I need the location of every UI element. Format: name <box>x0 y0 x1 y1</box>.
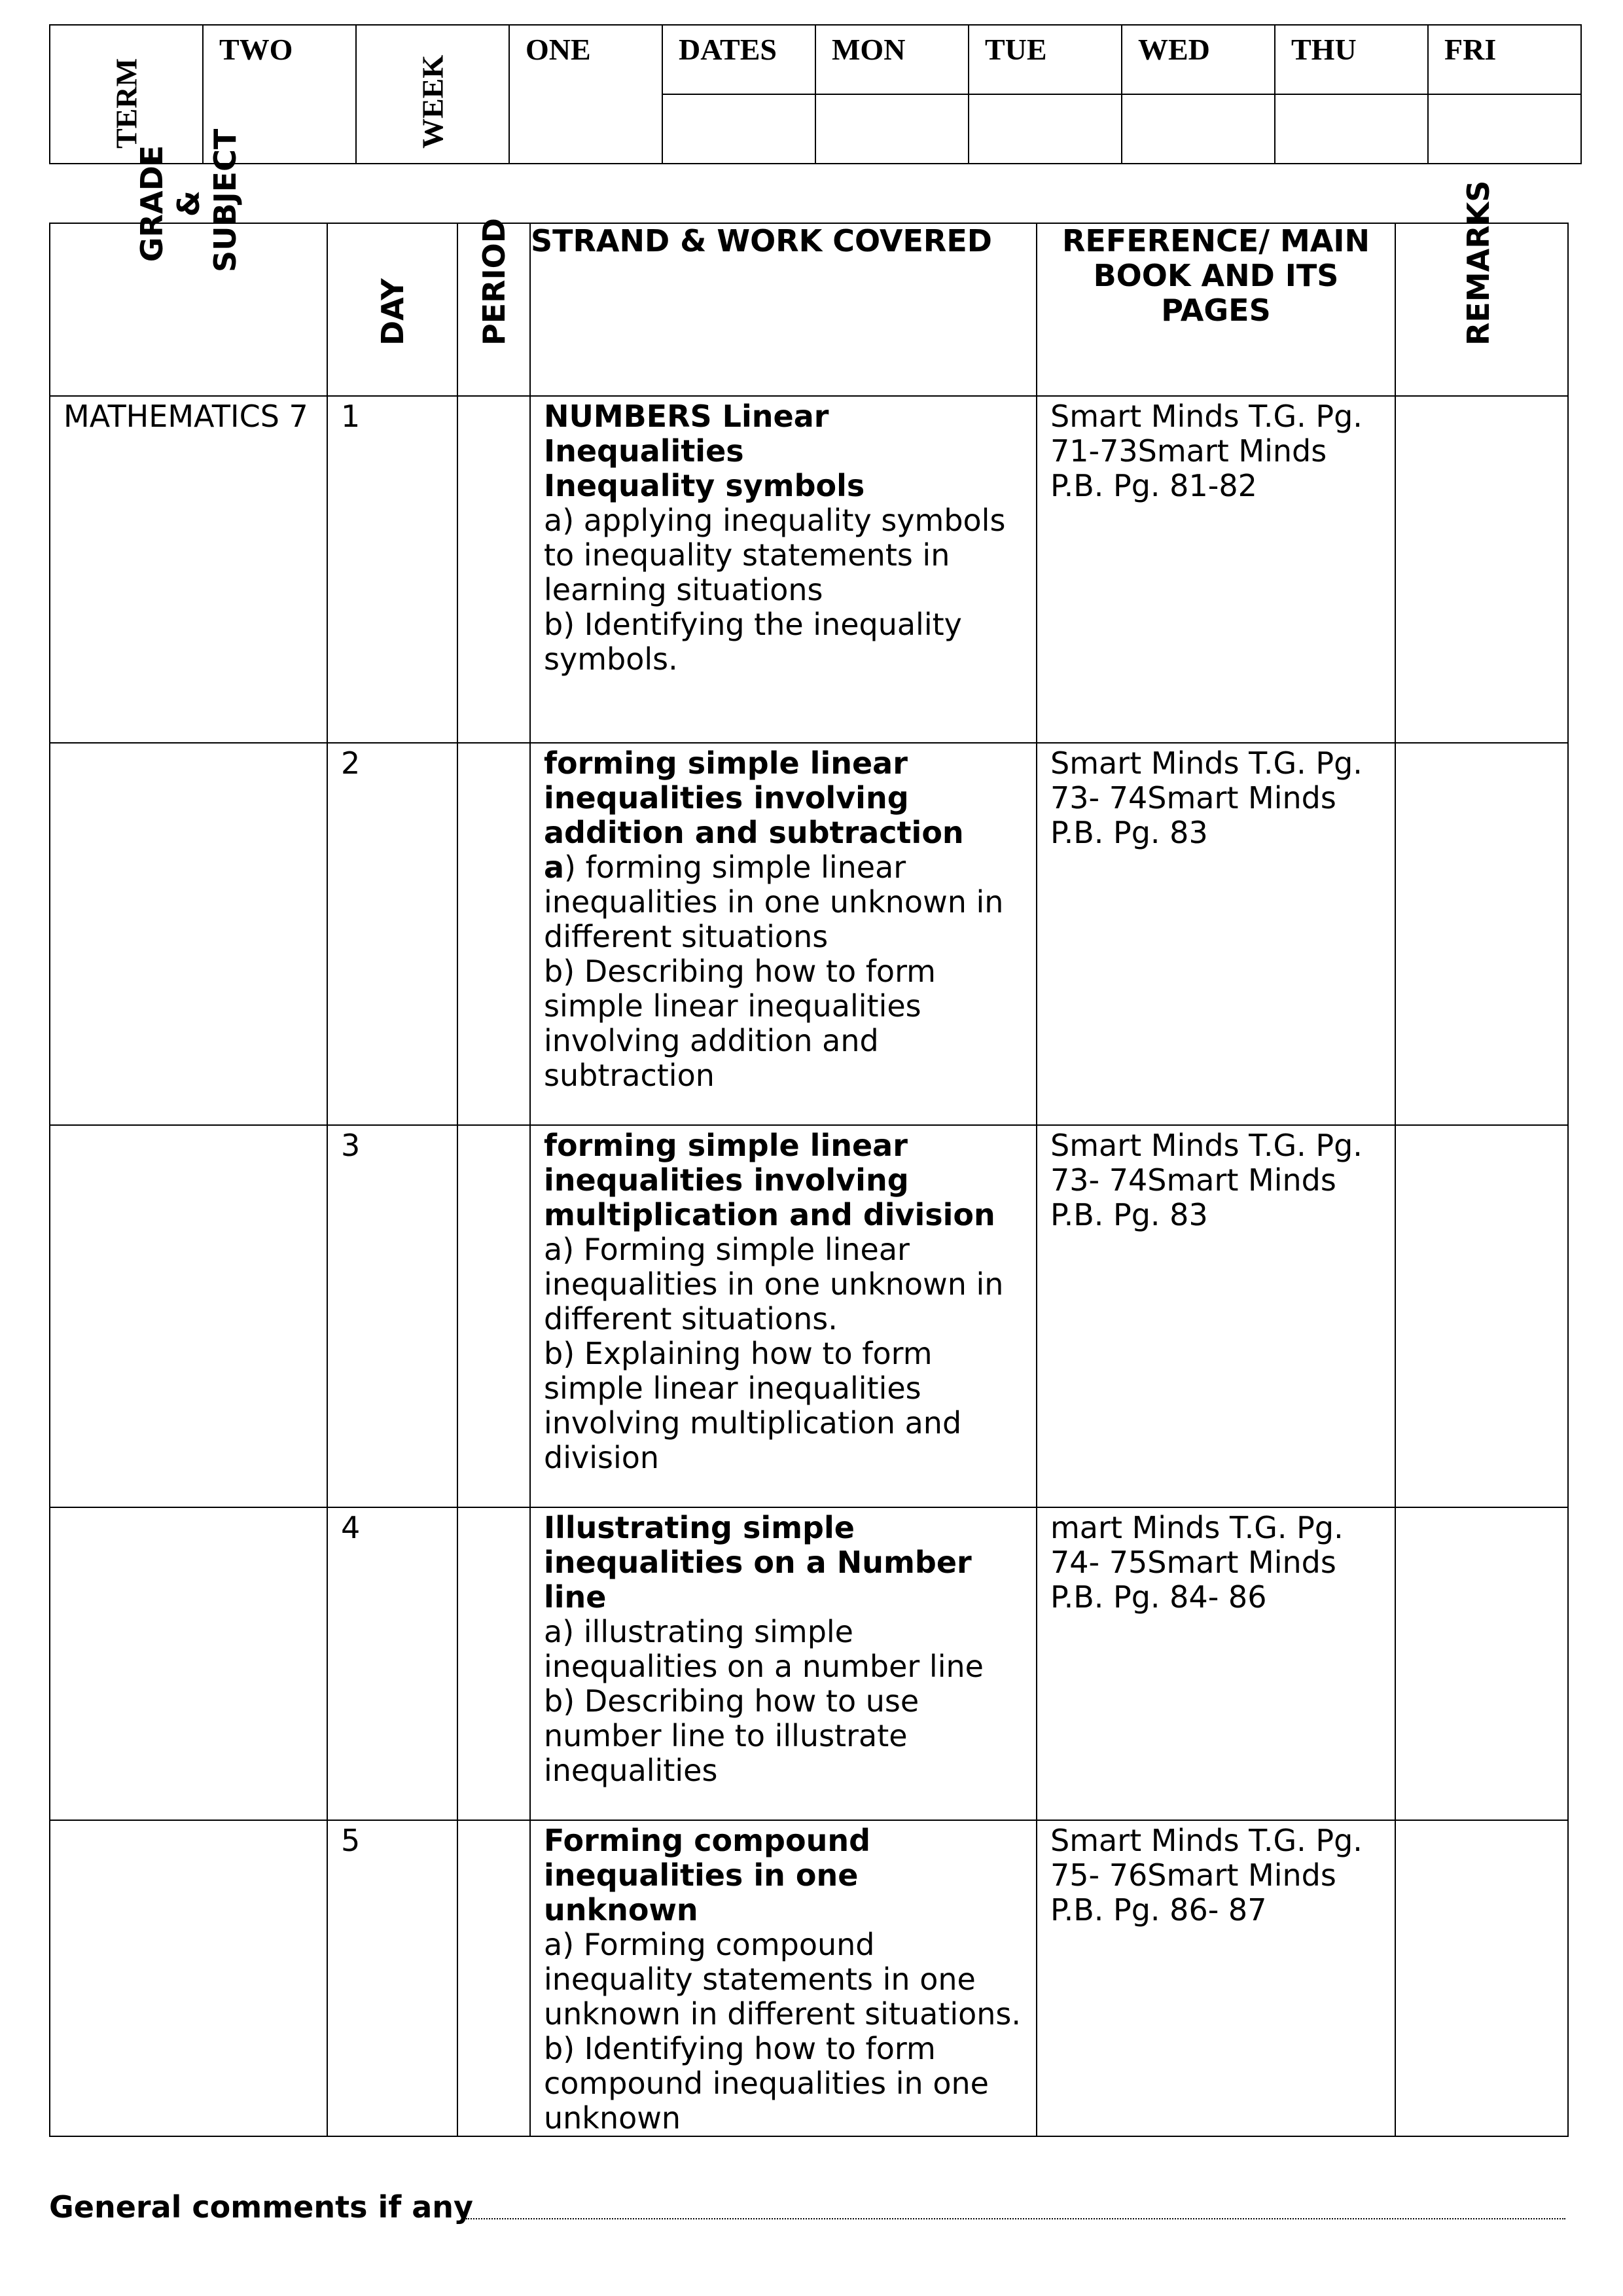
day-thu: THU <box>1275 25 1428 94</box>
wed-date-cell <box>1122 94 1275 164</box>
grade-subject-cell <box>50 1125 327 1507</box>
header-grade-subject-label: GRADE & SUBJECT <box>134 128 243 272</box>
term-label: TERM <box>109 58 143 149</box>
strand-line: b) Describing how to form simple linear inequalities involving addition and subtraction <box>544 954 936 1093</box>
day-tue: TUE <box>969 25 1122 94</box>
header-day <box>327 223 457 396</box>
thu-date-cell <box>1275 94 1428 164</box>
term-week-header-table <box>49 24 1582 164</box>
table-row <box>50 1507 1568 1820</box>
period-cell <box>457 1820 530 2136</box>
day-cell: 4 <box>327 1507 457 1820</box>
header-reference: REFERENCE/ MAIN BOOK AND ITS PAGES <box>1037 223 1395 396</box>
day-wed: WED <box>1122 25 1275 94</box>
week-label: WEEK <box>416 54 450 149</box>
remarks-cell <box>1395 1820 1568 2136</box>
lesson-plan-table <box>49 128 1569 2137</box>
reference-cell: Smart Minds T.G. Pg. 71-73Smart Minds P.B. Pg. 81-82 <box>1037 396 1395 743</box>
header-remarks <box>1395 180 1568 396</box>
strand-line: a) illustrating simple inequalities on a number line <box>544 1614 984 1684</box>
strand-line: b) Identifying how to form compound inequalities in one unknown <box>544 2031 989 2136</box>
reference-cell: mart Minds T.G. Pg. 74- 75Smart Minds P.B. Pg. 84- 86 <box>1037 1507 1395 1820</box>
dates-value-cell <box>662 94 815 164</box>
remarks-cell <box>1395 1507 1568 1820</box>
reference-cell: Smart Minds T.G. Pg. 75- 76Smart Minds P.B. Pg. 86- 87 <box>1037 1820 1395 2136</box>
mon-date-cell <box>815 94 969 164</box>
strand-cell <box>530 1507 1037 1820</box>
remarks-cell <box>1395 1125 1568 1507</box>
period-cell <box>457 1507 530 1820</box>
strand-cell <box>530 1820 1037 2136</box>
table-row <box>50 1125 1568 1507</box>
day-cell: 5 <box>327 1820 457 2136</box>
grade-subject-cell <box>50 1820 327 2136</box>
strand-line-a-text: ) forming simple linear inequalities in one unknown in different situations <box>544 850 1004 954</box>
general-comments-line[interactable] <box>466 2218 1565 2219</box>
strand-line: b) Explaining how to form simple linear inequalities involving multiplication and division <box>544 1336 962 1475</box>
week-value: ONE <box>509 25 662 164</box>
grade-subject-cell <box>50 743 327 1125</box>
strand-title: forming simple linear inequalities involving multiplication and division <box>544 1128 995 1232</box>
strand-cell <box>530 396 1037 743</box>
header-strand: STRAND & WORK COVERED <box>530 223 1037 396</box>
table-row <box>50 1820 1568 2136</box>
strand-cell <box>530 743 1037 1125</box>
remarks-cell <box>1395 396 1568 743</box>
header-day-label: DAY <box>374 278 410 346</box>
day-cell: 3 <box>327 1125 457 1507</box>
reference-cell: Smart Minds T.G. Pg. 73- 74Smart Minds P.B. Pg. 83 <box>1037 743 1395 1125</box>
strand-title: Forming compound inequalities in one unknown <box>544 1823 870 1928</box>
day-fri: FRI <box>1428 25 1581 94</box>
strand-subtitle: Inequality symbols <box>544 468 865 503</box>
period-cell <box>457 396 530 743</box>
term-value: TWO <box>203 25 356 164</box>
general-comments-label: General comments if any <box>49 2189 474 2225</box>
period-cell <box>457 743 530 1125</box>
header-period-label: PERIOD <box>476 218 512 346</box>
strand-line: b) Describing how to use number line to illustrate inequalities <box>544 1683 919 1788</box>
strand-title: NUMBERS Linear Inequalities <box>544 399 829 469</box>
day-cell: 1 <box>327 396 457 743</box>
dates-label: DATES <box>662 25 815 94</box>
day-cell: 2 <box>327 743 457 1125</box>
table-row <box>50 396 1568 743</box>
strand-line: a) applying inequality symbols to inequality statements in learning situations <box>544 503 1006 607</box>
strand-title: Illustrating simple inequalities on a Number line <box>544 1510 972 1615</box>
strand-line: a) Forming compound inequality statements in one unknown in different situations. <box>544 1927 1022 2032</box>
fri-date-cell <box>1428 94 1581 164</box>
strand-line: b) Identifying the inequality symbols. <box>544 607 962 677</box>
table-row <box>50 743 1568 1125</box>
header-grade-subject <box>50 128 327 396</box>
strand-title: forming simple linear inequalities involving addition and subtraction <box>544 745 964 850</box>
day-mon: MON <box>815 25 969 94</box>
week-label-cell <box>356 25 509 164</box>
reference-cell: Smart Minds T.G. Pg. 73- 74Smart Minds P.B. Pg. 83 <box>1037 1125 1395 1507</box>
header-remarks-label: REMARKS <box>1461 180 1496 346</box>
grade-subject-cell: MATHEMATICS 7 <box>50 396 327 743</box>
grade-subject-cell <box>50 1507 327 1820</box>
strand-line-a <box>544 850 1023 954</box>
remarks-cell <box>1395 743 1568 1125</box>
strand-line-a-marker: a <box>544 850 565 885</box>
period-cell <box>457 1125 530 1507</box>
header-period <box>457 218 530 396</box>
strand-cell <box>530 1125 1037 1507</box>
strand-line: a) Forming simple linear inequalities in one unknown in different situations. <box>544 1232 1004 1336</box>
tue-date-cell <box>969 94 1122 164</box>
